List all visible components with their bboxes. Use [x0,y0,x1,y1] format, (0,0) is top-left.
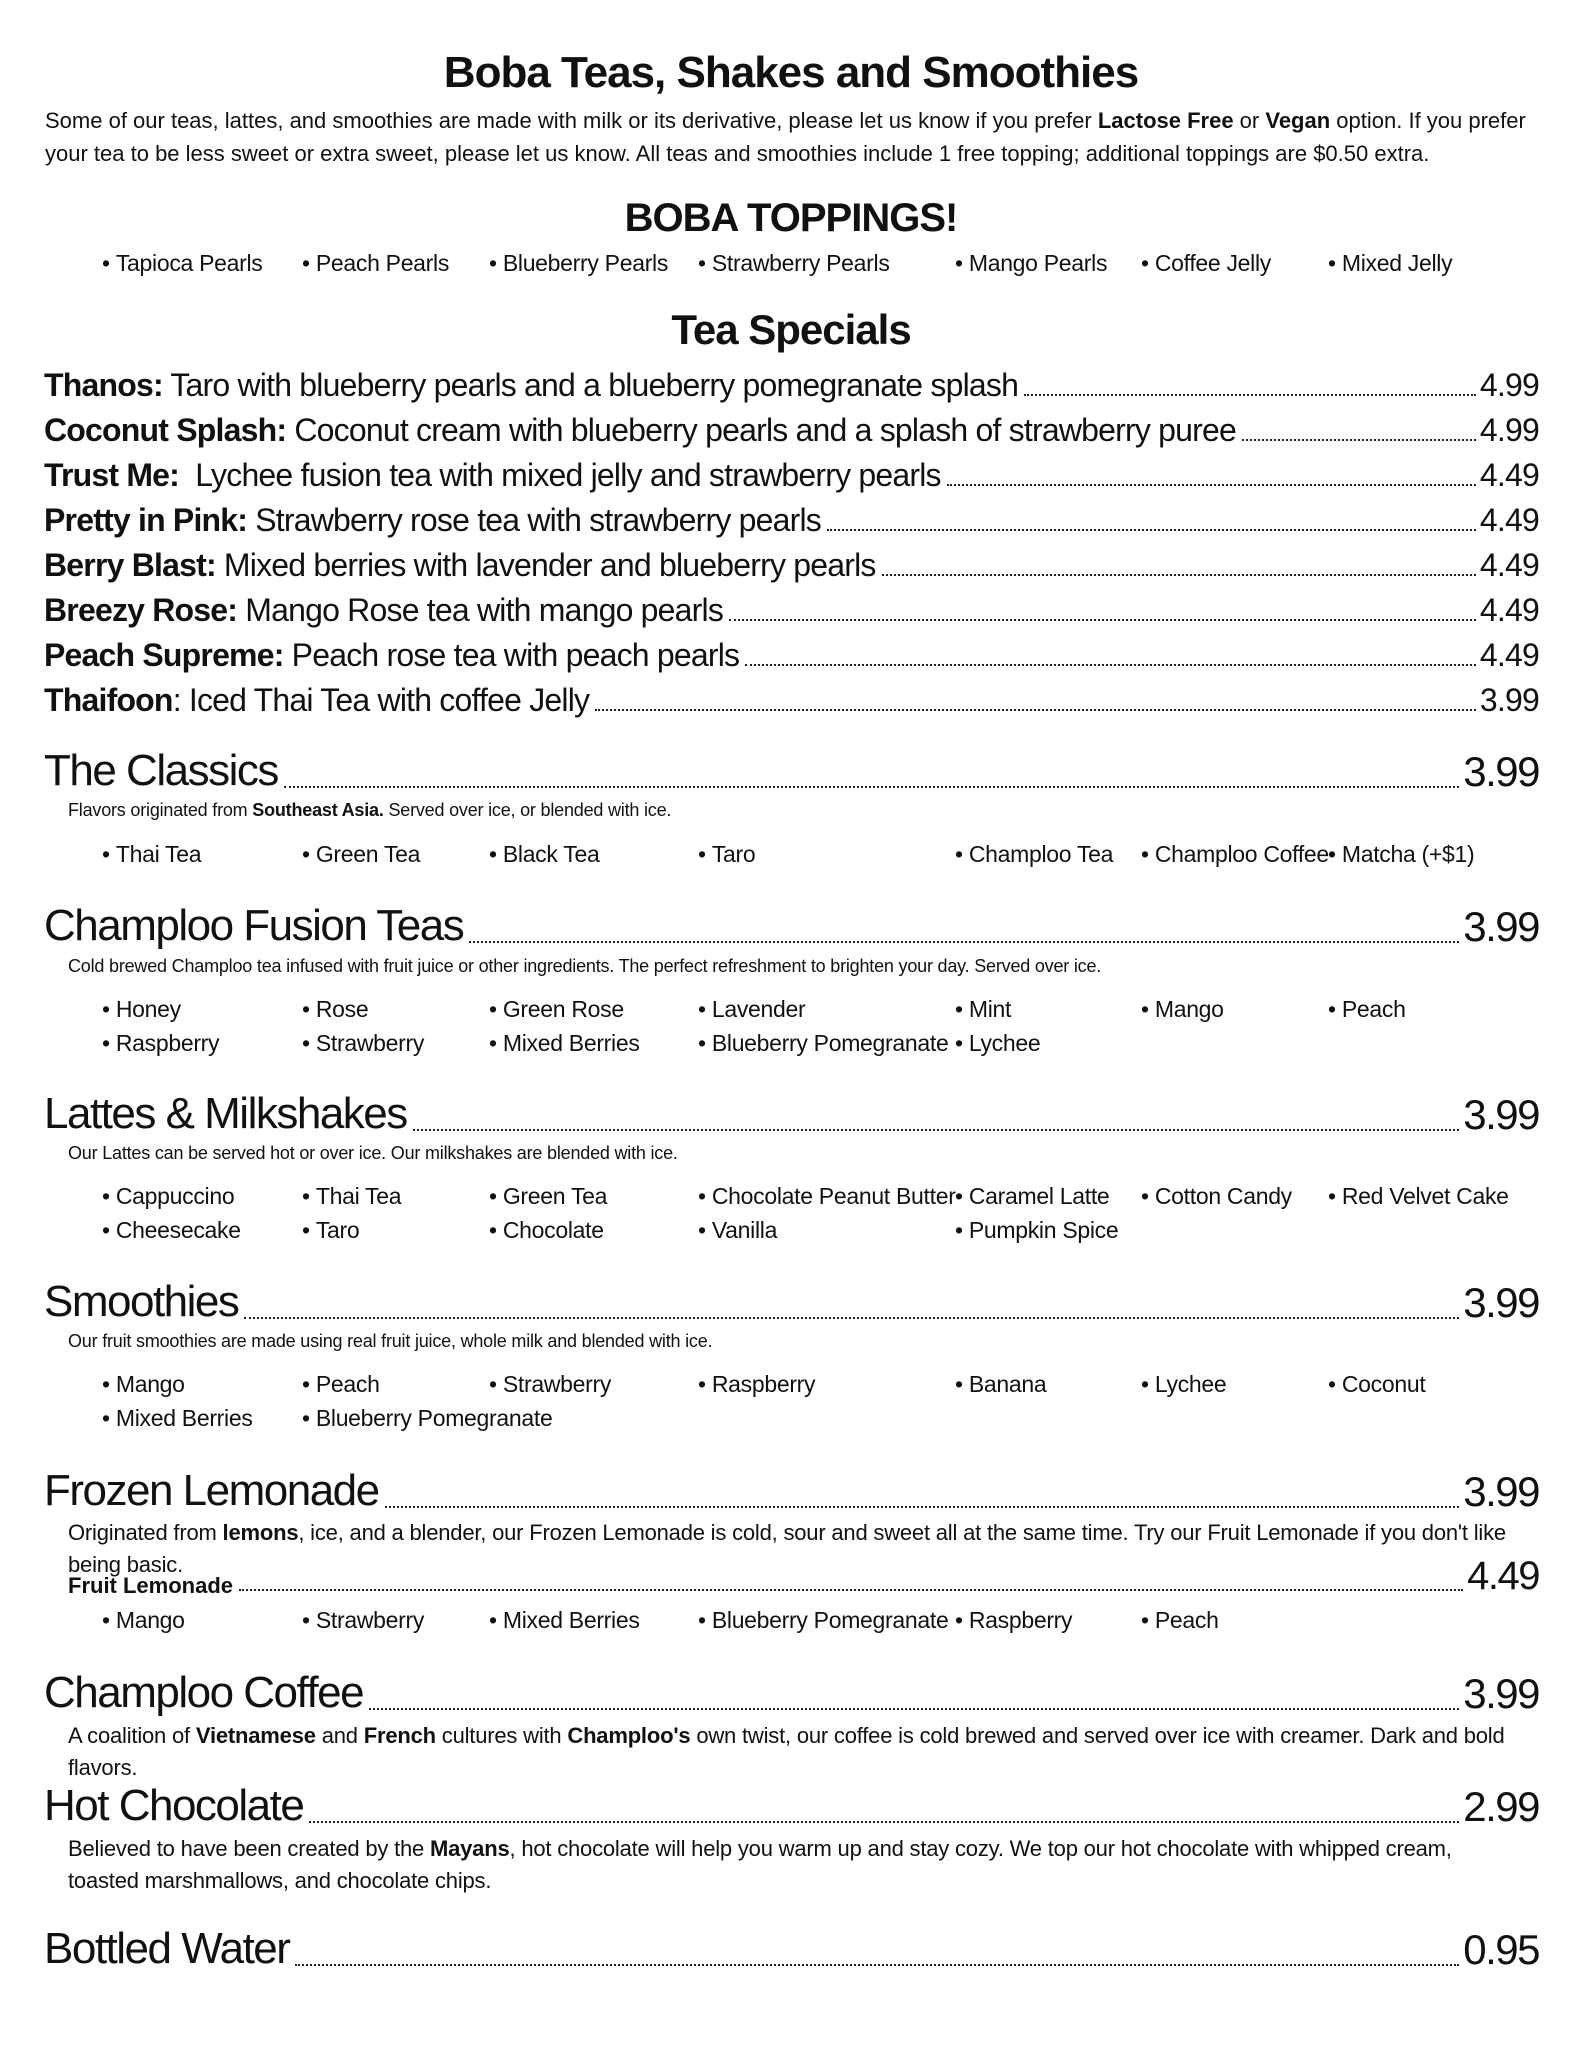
flavor-item: • Chocolate [489,1217,604,1244]
flavor-item: • Green Rose [489,996,624,1023]
subsection-price: 4.49 [1467,1554,1539,1598]
description-part: Served over ice, or blended with ice. [383,800,672,820]
description-part: and [315,1723,364,1748]
section-description: Cold brewed Champloo tea infused with fruit juice or other ingredients. The perfect refreshment to brighten your day. Served over ice. [68,956,1102,976]
dot-leader [1024,394,1476,396]
section-price: 3.99 [1463,1670,1539,1717]
dot-leader [413,1129,1459,1131]
dot-leader [295,1964,1459,1966]
section-title: Hot Chocolate [44,1781,304,1830]
special-desc: : Iced Thai Tea with coffee Jelly [172,682,590,718]
flavor-item: • Green Tea [302,841,420,868]
subsection-title: Fruit Lemonade [68,1573,234,1598]
flavor-item: • Mixed Berries [489,1607,640,1634]
special-item [44,630,1539,674]
special-name: Berry Blast: [44,547,216,583]
section-description: Our fruit smoothies are made using real fruit juice, whole milk and blended with ice. [68,1331,713,1351]
special-desc: Mango Rose tea with mango pearls [237,592,724,628]
special-name: Peach Supreme: [44,637,284,673]
special-item [44,675,1539,719]
flavor-item: • Matcha (+$1) [1328,841,1474,868]
description-part: Flavors originated from [68,800,253,820]
intro-text [45,104,1535,170]
flavor-item: • Raspberry [102,1030,219,1057]
page-title: Boba Teas, Shakes and Smoothies [443,48,1139,97]
special-name: Pretty in Pink: [44,502,248,538]
topping-item: • Peach Pearls [302,250,449,277]
flavor-item: • Peach [1141,1607,1219,1634]
flavor-item: • Raspberry [698,1371,815,1398]
dot-leader [947,484,1476,486]
section-fusion-header [44,895,1539,951]
special-item [44,495,1539,539]
dot-leader [369,1708,1459,1710]
flavor-item: • Lavender [698,996,805,1023]
special-desc: Coconut cream with blueberry pearls and a splash of strawberry puree [286,412,1236,448]
topping-item: • Mango Pearls [955,250,1107,277]
flavor-item: • Taro [302,1217,359,1244]
topping-item: • Tapioca Pearls [102,250,263,277]
description-bold: lemons [222,1520,299,1545]
flavor-item: • Champloo Coffee [1141,841,1329,868]
section-smoothies-header [44,1271,1539,1327]
dot-leader [1242,439,1476,441]
section-description [68,800,671,821]
description-part: , ice, and a blender, our Frozen Lemonade is cold, sour and sweet all at the same time. Try our Fruit Lemonade if you don't like being basic. [68,1520,1506,1577]
special-desc: Taro with blueberry pearls and a blueberry pomegranate splash [162,367,1019,403]
flavor-item: • Honey [102,996,181,1023]
description-bold: French [363,1723,436,1748]
section-title: Champloo Coffee [44,1668,364,1717]
lactose-free-label: Lactose Free [1097,108,1234,133]
flavor-item: • Strawberry [302,1030,424,1057]
flavor-item: • Vanilla [698,1217,777,1244]
flavor-item: • Black Tea [489,841,599,868]
flavor-item: • Mango [102,1607,185,1634]
section-water-header [44,1918,1539,1974]
special-name: Trust Me: [44,457,180,493]
section-price: 3.99 [1463,748,1539,795]
section-hotchoc-header [44,1775,1539,1831]
description-bold: Champloo's [567,1723,691,1748]
section-classics-header [44,740,1539,796]
flavor-item: • Chocolate Peanut Butter [698,1183,956,1210]
flavor-item: • Mixed Berries [489,1030,640,1057]
flavor-item: • Thai Tea [302,1183,401,1210]
dot-leader [882,574,1476,576]
topping-item: • Mixed Jelly [1328,250,1452,277]
special-item [44,585,1539,629]
section-title: Frozen Lemonade [44,1466,379,1515]
flavor-item: • Strawberry [302,1607,424,1634]
special-price: 4.49 [1479,637,1539,673]
flavor-item: • Mango [1141,996,1224,1023]
special-price: 3.99 [1479,682,1539,718]
flavor-item: • Peach [302,1371,380,1398]
intro-text-part: Some of our teas, lattes, and smoothies are made with milk or its derivative, please let us know if you prefer [45,108,1098,133]
flavor-item: • Mint [955,996,1011,1023]
description-part: own twist, our coffee is cold brewed and served over ice with creamer. Dark and bold flavors. [68,1723,1505,1780]
flavor-item: • Blueberry Pomegranate [302,1405,552,1432]
intro-text-part: or [1233,108,1266,133]
intro-text-part: option. If you prefer your tea to be less sweet or extra sweet, please let us know. All teas and smoothies include 1 free topping; additional toppings are $0.50 extra. [45,108,1526,166]
flavor-item: • Thai Tea [102,841,201,868]
special-name: Thaifoon [44,682,173,718]
section-title: Lattes & Milkshakes [44,1089,407,1138]
section-title: Champloo Fusion Teas [44,901,464,950]
special-price: 4.49 [1479,592,1539,628]
flavor-item: • Champloo Tea [955,841,1113,868]
section-price: 3.99 [1463,1468,1539,1515]
special-desc: Peach rose tea with peach pearls [283,637,740,673]
flavor-item: • Banana [955,1371,1046,1398]
section-title: Bottled Water [44,1924,290,1973]
flavor-item: • Cappuccino [102,1183,234,1210]
vegan-label: Vegan [1265,108,1331,133]
flavor-item: • Taro [698,841,755,868]
flavor-item: • Mixed Berries [102,1405,253,1432]
flavor-item: • Raspberry [955,1607,1072,1634]
dot-leader [284,786,1459,788]
flavor-item: • Cotton Candy [1141,1183,1292,1210]
special-item [44,360,1539,404]
dot-leader [244,1317,1459,1319]
dot-leader [469,941,1459,943]
special-name: Breezy Rose: [44,592,238,628]
dot-leader [745,664,1476,666]
description-bold: Southeast Asia. [252,800,384,820]
flavor-item: • Caramel Latte [955,1183,1109,1210]
flavor-item: • Green Tea [489,1183,607,1210]
section-price: 3.99 [1463,903,1539,950]
section-lemonade-header [44,1460,1539,1516]
special-desc: Mixed berries with lavender and blueberry pearls [215,547,876,583]
flavor-item: • Lychee [955,1030,1040,1057]
section-price: 0.95 [1463,1926,1539,1973]
flavor-item: • Mango [102,1371,185,1398]
section-title: Smoothies [44,1277,239,1326]
special-name: Thanos: [44,367,163,403]
topping-item: • Strawberry Pearls [698,250,890,277]
flavor-item: • Pumpkin Spice [955,1217,1118,1244]
description-bold: Vietnamese [195,1723,316,1748]
dot-leader [827,529,1476,531]
dot-leader [309,1821,1459,1823]
fruit-lemonade-header [68,1555,1539,1599]
dot-leader [239,1589,1463,1591]
flavor-item: • Peach [1328,996,1406,1023]
flavor-item: • Lychee [1141,1371,1226,1398]
special-desc: Lychee fusion tea with mixed jelly and strawberry pearls [179,457,941,493]
dot-leader [595,709,1476,711]
description-part: cultures with [435,1723,568,1748]
special-price: 4.49 [1479,547,1539,583]
section-price: 3.99 [1463,1091,1539,1138]
description-part: Believed to have been created by the [68,1836,430,1861]
dot-leader [385,1506,1460,1508]
flavor-item: • Strawberry [489,1371,611,1398]
special-item [44,450,1539,494]
description-part: , hot chocolate will help you warm up and stay cozy. We top our hot chocolate with whipped cream, toasted marshmallows, and chocolate chips. [68,1836,1452,1893]
special-price: 4.99 [1479,367,1539,403]
section-lattes-header [44,1083,1539,1139]
description-part: Originated from [68,1520,223,1545]
special-desc: Strawberry rose tea with strawberry pearls [247,502,821,538]
description-bold: Mayans [429,1836,510,1861]
flavor-item: • Coconut [1328,1371,1425,1398]
description-part: A coalition of [68,1723,196,1748]
section-title: The Classics [44,746,278,795]
section-description: Our Lattes can be served hot or over ice. Our milkshakes are blended with ice. [68,1143,678,1163]
toppings-title: BOBA TOPPINGS! [624,196,958,240]
flavor-item: • Red Velvet Cake [1328,1183,1509,1210]
flavor-item: • Blueberry Pomegranate [698,1607,948,1634]
flavor-item: • Cheesecake [102,1217,241,1244]
specials-title: Tea Specials [671,306,911,353]
topping-item: • Blueberry Pearls [489,250,668,277]
special-name: Coconut Splash: [44,412,287,448]
section-coffee-header [44,1662,1539,1718]
section-description [68,1833,1518,1897]
section-price: 2.99 [1463,1783,1539,1830]
special-price: 4.99 [1479,412,1539,448]
topping-item: • Coffee Jelly [1141,250,1271,277]
flavor-item: • Rose [302,996,368,1023]
section-price: 3.99 [1463,1279,1539,1326]
special-price: 4.49 [1479,457,1539,493]
special-item [44,405,1539,449]
special-item [44,540,1539,584]
flavor-item: • Blueberry Pomegranate [698,1030,948,1057]
dot-leader [729,619,1476,621]
special-price: 4.49 [1479,502,1539,538]
